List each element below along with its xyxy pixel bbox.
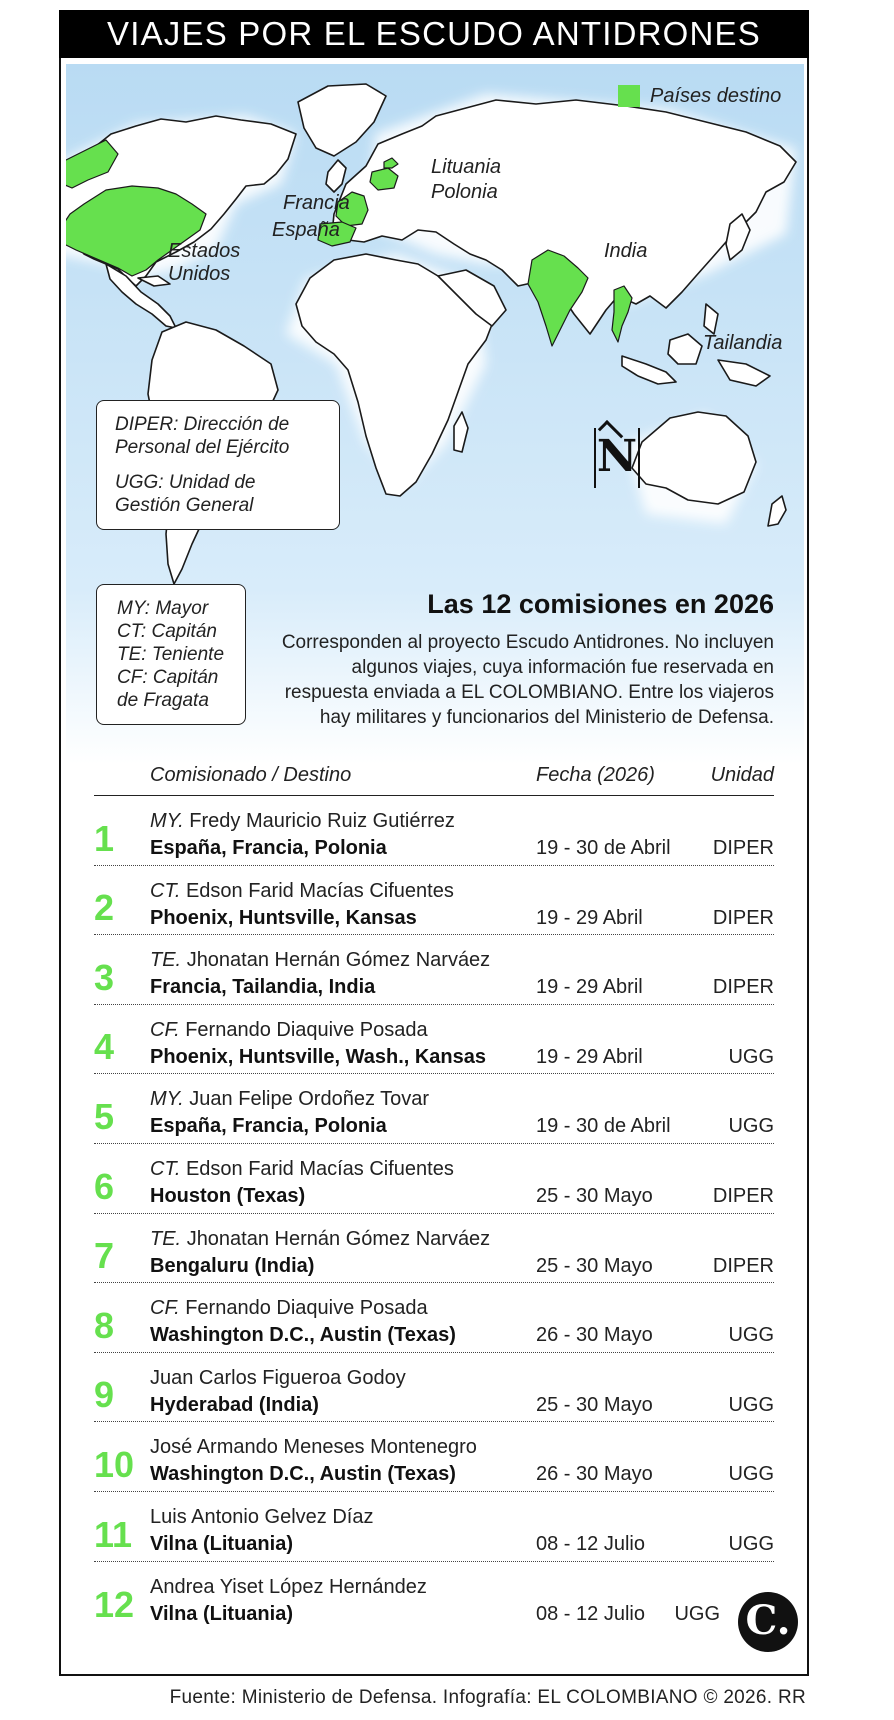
- row-rank: TE.: [150, 949, 182, 972]
- row-number: 4: [94, 1026, 115, 1068]
- table-row: [94, 1562, 774, 1632]
- row-date: 25 - 30 Mayo: [536, 1254, 653, 1277]
- row-unit: UGG: [728, 1532, 774, 1555]
- row-destination: Houston (Texas): [150, 1184, 306, 1207]
- label-lithuania: Lituania: [431, 156, 502, 178]
- header-date: Fecha (2026): [536, 764, 655, 786]
- row-rank: TE.: [150, 1227, 182, 1250]
- table-row: [94, 1283, 774, 1353]
- row-destination: Washington D.C., Austin (Texas): [150, 1324, 456, 1347]
- table-row: [94, 1353, 774, 1423]
- row-date: 19 - 29 Abril: [536, 906, 643, 929]
- row-unit: DIPER: [712, 1184, 774, 1207]
- row-name: Fredy Mauricio Ruiz Gutiérrez: [189, 810, 455, 832]
- row-rank: MY.: [150, 810, 184, 832]
- section-description: Corresponden al proyecto Escudo Antidrones. No incluyen algunos viajes, cuya información fue reservada en respuesta enviada a EL COLOMBIANO. Entre los viajeros hay militares y funcionarios del Ministerio de Defensa.: [281, 632, 774, 728]
- row-date: 08 - 12 Julio: [536, 1532, 645, 1555]
- infographic-title: VIAJES POR EL ESCUDO ANTIDRONES: [59, 10, 809, 58]
- label-usa: Estados Unidos: [168, 240, 241, 285]
- row-traveler: [150, 1018, 428, 1042]
- ranks-glossary: [96, 584, 246, 725]
- row-unit: DIPER: [712, 906, 774, 929]
- row-destination: Phoenix, Huntsville, Kansas: [150, 906, 417, 929]
- table-row: [94, 1144, 774, 1214]
- row-date: 25 - 30 Mayo: [536, 1393, 653, 1416]
- label-spain: España: [272, 219, 340, 241]
- row-name: Jhonatan Hernán Gómez Narváez: [186, 1227, 491, 1250]
- source-credit: Fuente: Ministerio de Defensa. Infografía: EL COLOMBIANO © 2026. RR: [169, 1687, 806, 1708]
- row-number: 12: [94, 1584, 135, 1626]
- glossary-ct: CT: Capitán: [117, 621, 217, 642]
- row-rank: MY.: [150, 1088, 184, 1111]
- row-unit: DIPER: [712, 837, 774, 859]
- row-unit: UGG: [728, 1045, 774, 1068]
- row-number: 7: [94, 1235, 115, 1277]
- row-destination: España, Francia, Polonia: [150, 837, 387, 859]
- table-row: [94, 935, 774, 1005]
- glossary-cf: CF: Capitán de Fragata: [117, 667, 219, 711]
- row-traveler: Juan Carlos Figueroa Godoy: [150, 1366, 406, 1389]
- row-number: 8: [94, 1304, 115, 1346]
- row-destination: Phoenix, Huntsville, Wash., Kansas: [150, 1045, 487, 1068]
- row-rank: CT.: [150, 1157, 181, 1180]
- row-name: Juan Felipe Ordoñez Tovar: [189, 1088, 430, 1111]
- glossary-te: TE: Teniente: [117, 644, 225, 665]
- row-rank: CF.: [150, 1297, 180, 1320]
- row-number: 11: [94, 1513, 133, 1555]
- row-unit: UGG: [674, 1602, 720, 1625]
- glossary-my: MY: Mayor: [117, 598, 209, 619]
- row-traveler: Andrea Yiset López Hernández: [150, 1575, 427, 1598]
- legend-swatch: [618, 85, 640, 107]
- table-header: [94, 762, 774, 796]
- row-traveler: [150, 1087, 429, 1111]
- row-name: Edson Farid Macías Cifuentes: [185, 1157, 454, 1180]
- row-destination: Vilna (Lituania): [150, 1532, 293, 1555]
- row-number: 6: [94, 1165, 115, 1207]
- label-india: India: [604, 240, 648, 262]
- row-unit: DIPER: [712, 1254, 774, 1277]
- row-traveler: [150, 1296, 428, 1320]
- table-row: [94, 1422, 774, 1492]
- row-name: Edson Farid Macías Cifuentes: [185, 879, 454, 902]
- label-france: Francia: [283, 192, 350, 214]
- section-title: Las 12 comisiones en 2026: [427, 589, 774, 619]
- row-destination: Washington D.C., Austin (Texas): [150, 1463, 456, 1486]
- row-unit: UGG: [728, 1115, 774, 1138]
- row-number: 10: [94, 1443, 135, 1485]
- row-number: 9: [94, 1374, 115, 1416]
- row-traveler: [150, 809, 455, 833]
- row-traveler: [150, 948, 490, 972]
- row-name: Fernando Diaquive Posada: [185, 1297, 428, 1320]
- row-traveler: [150, 1157, 454, 1181]
- row-destination: Vilna (Lituania): [150, 1602, 293, 1625]
- label-thailand: Tailandia: [703, 332, 783, 354]
- table-row: [94, 796, 774, 866]
- table-row: [94, 866, 774, 936]
- table-row: [94, 1492, 774, 1562]
- row-number: 1: [94, 817, 115, 859]
- row-date: 08 - 12 Julio: [536, 1602, 645, 1625]
- row-name: Fernando Diaquive Posada: [185, 1018, 428, 1041]
- header-name: Comisionado / Destino: [150, 764, 352, 786]
- glossary-ugg: UGG: Unidad de Gestión General: [115, 472, 256, 516]
- row-date: 25 - 30 Mayo: [536, 1184, 653, 1207]
- row-traveler: [150, 1227, 490, 1251]
- row-destination: Bengaluru (India): [150, 1254, 315, 1277]
- units-glossary: [96, 400, 340, 530]
- row-rank: CF.: [150, 1018, 180, 1041]
- row-number: 5: [94, 1095, 115, 1137]
- row-destination: Francia, Tailandia, India: [150, 976, 376, 999]
- table-row: [94, 1074, 774, 1144]
- row-unit: DIPER: [712, 976, 774, 999]
- commissions-table: [94, 796, 774, 1631]
- glossary-diper: DIPER: Dirección de Personal del Ejército: [115, 414, 290, 458]
- table-row: [94, 1005, 774, 1075]
- row-date: 19 - 30 de Abril: [536, 837, 671, 859]
- row-date: 26 - 30 Mayo: [536, 1324, 653, 1347]
- row-destination: España, Francia, Polonia: [150, 1115, 387, 1138]
- row-unit: UGG: [728, 1324, 774, 1347]
- row-date: 19 - 29 Abril: [536, 976, 643, 999]
- row-unit: UGG: [728, 1463, 774, 1486]
- header-unit: Unidad: [710, 764, 774, 786]
- row-number: 2: [94, 887, 115, 929]
- map-legend: [618, 84, 781, 108]
- el-colombiano-logo-icon: C.: [738, 1592, 798, 1652]
- row-rank: CT.: [150, 879, 181, 902]
- row-unit: UGG: [728, 1393, 774, 1416]
- table-row: [94, 1214, 774, 1284]
- row-date: 19 - 30 de Abril: [536, 1115, 671, 1138]
- row-name: Jhonatan Hernán Gómez Narváez: [186, 949, 491, 972]
- row-traveler: [150, 879, 454, 903]
- legend-label: Países destino: [650, 84, 782, 107]
- row-date: 26 - 30 Mayo: [536, 1463, 653, 1486]
- row-traveler: Luis Antonio Gelvez Díaz: [150, 1505, 374, 1528]
- row-destination: Hyderabad (India): [150, 1393, 319, 1416]
- label-poland: Polonia: [431, 181, 498, 203]
- row-date: 19 - 29 Abril: [536, 1045, 643, 1068]
- row-number: 3: [94, 956, 115, 998]
- row-traveler: José Armando Meneses Montenegro: [150, 1436, 477, 1459]
- north-marker-icon: N: [594, 428, 640, 488]
